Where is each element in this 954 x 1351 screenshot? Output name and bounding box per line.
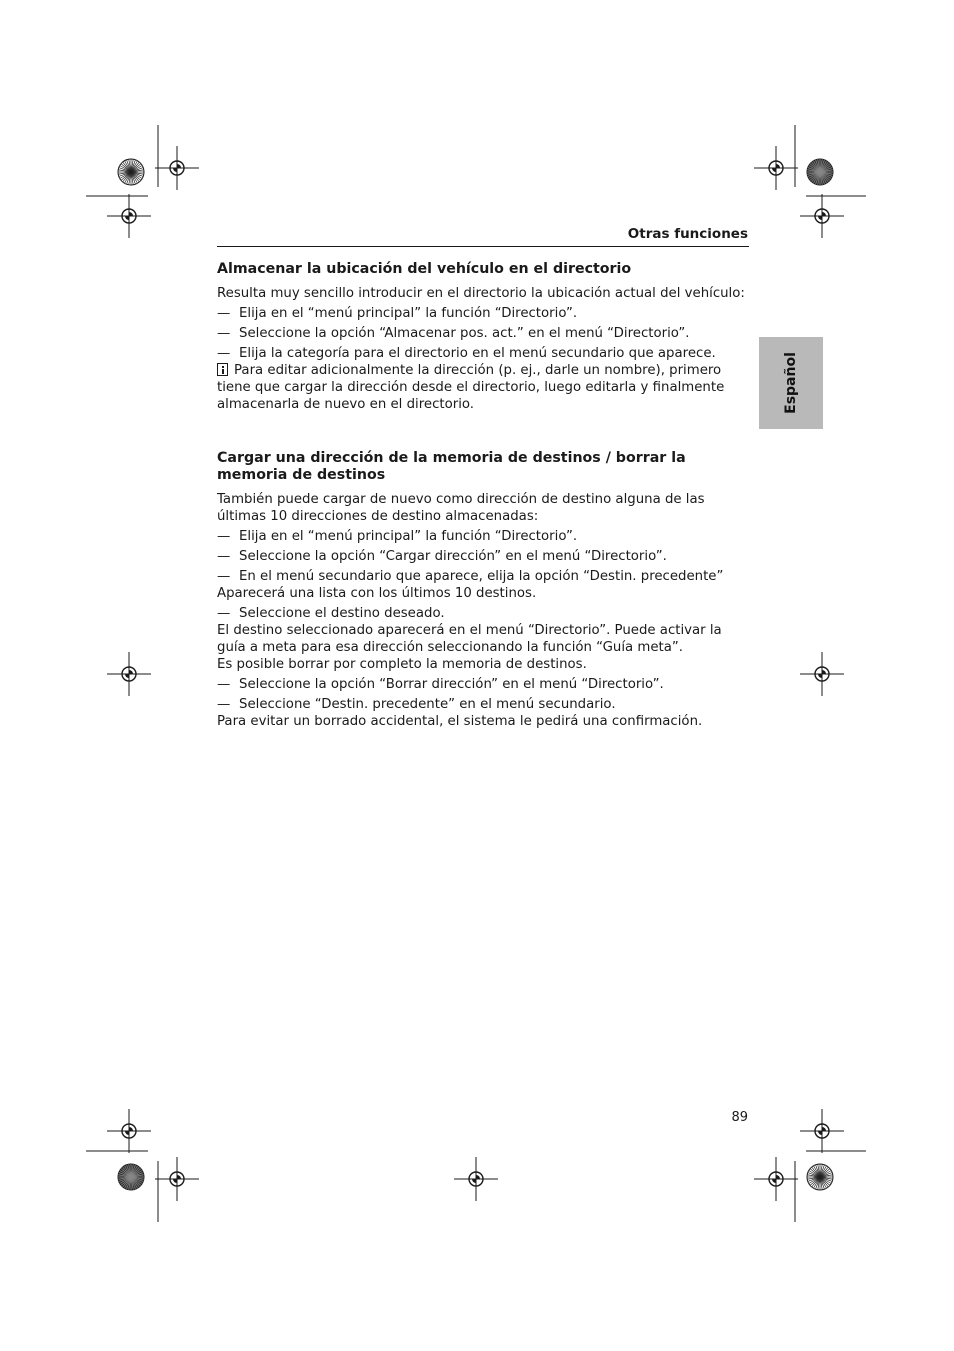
dash-bullet: — bbox=[217, 569, 231, 584]
color-bar-circle-icon bbox=[118, 1164, 144, 1190]
dash-bullet: — bbox=[217, 606, 231, 621]
header-rule bbox=[217, 246, 749, 247]
registration-mark-icon bbox=[800, 652, 844, 696]
registration-mark-icon bbox=[155, 1157, 199, 1201]
paragraph: Es posible borrar por completo la memoria de destinos. bbox=[217, 657, 587, 672]
page-content bbox=[217, 259, 749, 730]
registration-mark-icon bbox=[454, 1157, 498, 1201]
color-bar-circle-icon bbox=[118, 159, 144, 185]
paragraph: También puede cargar de nuevo como dirección de destino alguna de las últimas 10 direcciones de destino almacenadas: bbox=[217, 492, 705, 524]
list-item: — En el menú secundario que aparece, elija la opción “Destin. precedente” bbox=[217, 569, 724, 584]
registration-mark-icon bbox=[107, 194, 151, 238]
registration-mark-icon bbox=[107, 652, 151, 696]
registration-mark-icon bbox=[800, 1109, 844, 1153]
registration-mark-icon bbox=[754, 1157, 798, 1201]
page-number: 89 bbox=[731, 1110, 748, 1125]
dash-bullet: — bbox=[217, 326, 231, 341]
dash-bullet: — bbox=[217, 529, 231, 544]
dash-bullet: — bbox=[217, 549, 231, 564]
paragraph: Aparecerá una lista con los últimos 10 destinos. bbox=[217, 586, 537, 601]
list-item: — Elija la categoría para el directorio en el menú secundario que aparece. bbox=[217, 346, 716, 361]
running-header: Otras funciones bbox=[627, 226, 748, 242]
language-tab-label: Español bbox=[783, 352, 799, 414]
registration-mark-icon bbox=[155, 146, 199, 190]
registration-mark-icon bbox=[800, 194, 844, 238]
dash-bullet: — bbox=[217, 697, 231, 712]
list-item: — Elija en el “menú principal” la función “Directorio”. bbox=[217, 306, 578, 321]
list-item: — Seleccione “Destin. precedente” en el menú secundario. bbox=[217, 697, 616, 712]
registration-mark-icon bbox=[754, 146, 798, 190]
section-title-store-location: Almacenar la ubicación del vehículo en el directorio bbox=[217, 261, 632, 277]
registration-mark-icon bbox=[107, 1109, 151, 1153]
language-tab bbox=[759, 337, 823, 429]
list-item: — Seleccione la opción “Cargar dirección” en el menú “Directorio”. bbox=[217, 549, 667, 564]
dash-bullet: — bbox=[217, 306, 231, 321]
paragraph: Resulta muy sencillo introducir en el directorio la ubicación actual del vehículo: bbox=[217, 286, 745, 301]
dash-bullet: — bbox=[217, 677, 231, 692]
paragraph: Para evitar un borrado accidental, el sistema le pedirá una confirmación. bbox=[217, 714, 703, 729]
list-item: — Seleccione la opción “Borrar dirección” en el menú “Directorio”. bbox=[217, 677, 664, 692]
color-bar-circle-icon bbox=[807, 159, 833, 185]
info-icon bbox=[217, 363, 228, 376]
list-item: — Elija en el “menú principal” la función “Directorio”. bbox=[217, 529, 578, 544]
list-item: — Seleccione el destino deseado. bbox=[217, 606, 445, 621]
list-item: — Seleccione la opción “Almacenar pos. act.” en el menú “Directorio”. bbox=[217, 326, 690, 341]
paragraph: El destino seleccionado aparecerá en el menú “Directorio”. Puede activar la guía a meta para esa dirección seleccionando la función “Guía meta”. bbox=[217, 623, 722, 655]
dash-bullet: — bbox=[217, 346, 231, 361]
color-bar-circle-icon bbox=[807, 1164, 833, 1190]
section-title-destination-memory: Cargar una dirección de la memoria de destinos / borrar la memoria de destinos bbox=[217, 450, 686, 483]
info-note: Para editar adicionalmente la dirección (p. ej., darle un nombre), primero tiene que cargar la dirección desde el directorio, luego editarla y finalmente almacenarla de nuevo en el directorio. bbox=[217, 363, 725, 412]
